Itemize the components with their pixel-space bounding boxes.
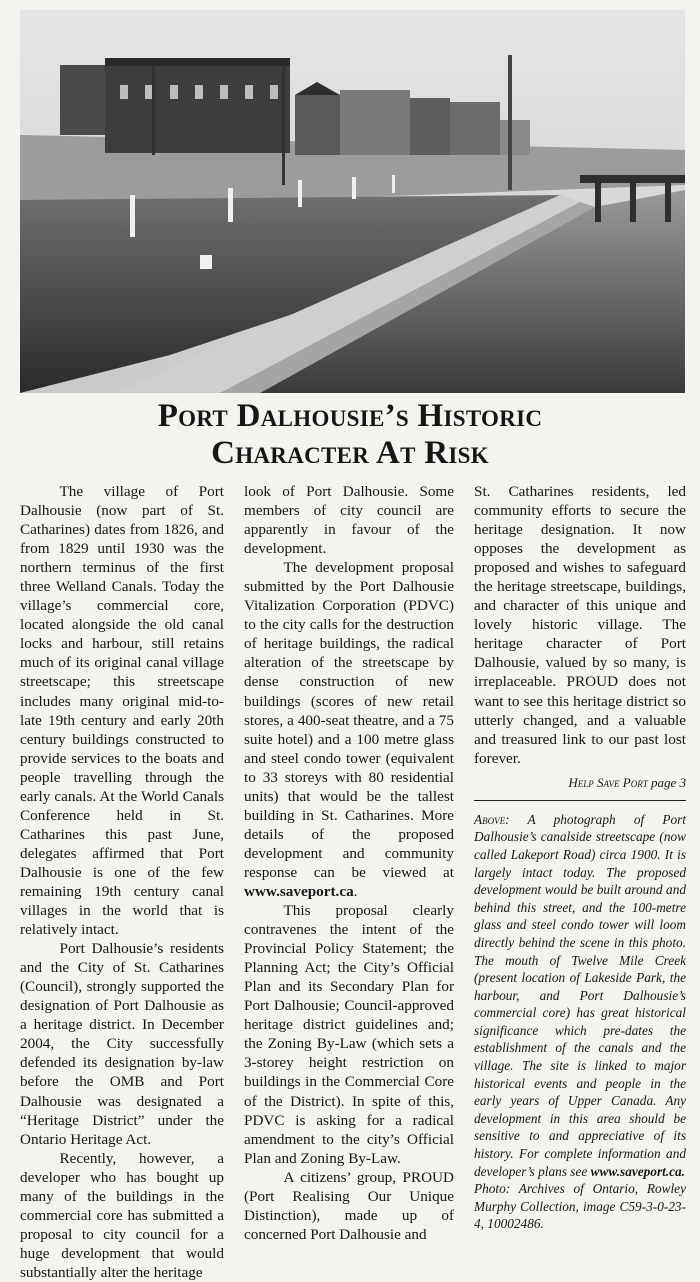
jump-page: page 3: [650, 774, 686, 790]
article-headline: [0, 398, 700, 472]
article-paragraph: St. Catharines residents, led community efforts to secure the heritage designation. It now opposes the development as proposed and wishes to safeguard the heritage streetscape, buildings, and character of this unique and lovely historic village. The heritage character of Port Dalhousie, valued by so many, is irreplaceable. PROUD does not want to see this heritage district so utterly changed, and a valuable and treasured link to our past lost forever.: [474, 483, 686, 767]
continued-on-reference[interactable]: [474, 773, 686, 792]
article-column-2: [244, 482, 454, 1244]
caption-link[interactable]: www.saveport.ca.: [590, 1163, 686, 1179]
article-paragraph: look of Port Dalhousie. Some members of city council are apparently in favour of the development.: [244, 483, 454, 558]
historic-streetscape-photo: [20, 10, 685, 393]
article-column-1: [20, 482, 224, 1282]
article-paragraph: This proposal clearly contravenes the intent of the Provincial Policy Statement; the Planning Act; the City’s Official Plan and its Secondary Plan for Port Dalhousie; Council-approved heritage district guidelines and; the Zoning By-Law (which sets a 3-storey height restriction on buildings in the Commercial Core of the District). In spite of this, PDVC is asking for a radical amendment to the city’s Official Plan and Zoning By-Law.: [244, 902, 454, 1167]
headline-line-1: Port Dalhousie’s Historic: [157, 398, 543, 434]
caption-label: Above:: [474, 811, 510, 827]
headline-line-2: Character At Risk: [211, 435, 489, 471]
article-column-3: [474, 482, 686, 1233]
article-paragraph: Port Dalhousie’s residents and the City of St. Catharines (Council), strongly supported the designation of Port Dalhousie as a heritage district. In December 2004, the City successfully defended its designation by-law before the OMB and Port Dalhousie was designated a “Heritage District” under the Ontario Heritage Act.: [20, 940, 224, 1148]
photo-credit: Photo: Archives of Ontario, Rowley Murphy Collection, image C59-3-0-23-4, 10002486.: [474, 1181, 686, 1232]
caption-divider: [474, 800, 686, 801]
photo-caption: [474, 811, 686, 1180]
article-paragraph: The development proposal submitted by the Port Dalhousie Vitalization Corporation (PDVC) to the city calls for the destruction of heritage buildings, the radical alteration of the streetscape by dense construction of new buildings (scores of new retail stores, a 400-seat theatre, and a 75 suite hotel) and a 100 metre glass and steel condo tower (equivalent to 33 storeys with 80 residential units) that would be the tallest building in St. Catharines. More details of the proposed development and community response can be viewed at www.saveport.ca.: [244, 559, 454, 900]
article-paragraph: A citizens’ group, PROUD (Port Realising Our Unique Distinction), made up of concerned Port Dalhousie and: [244, 1168, 454, 1243]
jump-label: Help Save Port: [568, 774, 648, 790]
article-paragraph: Recently, however, a developer who has bought up many of the buildings in the commercial core has submitted a proposal to city council for a huge development that would substantially alter the heritage: [20, 1149, 224, 1281]
caption-text: A photograph of Port Dalhousie’s canalside streetscape (now called Lakeport Road) circa 1900. It is largely intact today. The proposed development would be built around and behind this street, and the 100-metre glass and steel condo tower will loom directly behind the scene in this photo. The mouth of Twelve Mile Creek (present location of Lakeside Park, the harbour, and Port Dalhousie’s commercial core) has great historical significance which pre-dates the establishment of the canals and the village. The site is linked to major historical events and people in the early years of Upper Canada. Any development in this area should be sensitive to and appreciative of its history. For complete information and developer’s plans see: [474, 811, 686, 1179]
article-paragraph: The village of Port Dalhousie (now part of St. Catharines) dates from 1826, and from 1829 until 1930 was the northern terminus of the first three Welland Canals. Today the village’s commercial core, located alongside the old canal locks and harbour, still retains much of its original canal village streetscape; this streetscape includes many original mid-to-late 19th century and early 20th century buildings constructed to provide services to the boats and people travelling through the early canals. At the World Canals Conference held in St. Catharines this past June, delegates affirmed that Port Dalhousie is one of the few remaining 19th century canal villages in the world that is relatively intact.: [20, 483, 224, 939]
website-link[interactable]: www.saveport.ca: [244, 882, 354, 900]
article-text: The development proposal submitted by the Port Dalhousie Vitalization Corporation (PDVC) to the city calls for the destruction of heritage buildings, the radical alteration of the streetscape by dense construction of new buildings (scores of new retail stores, a 400-seat theatre, and a 75 suite hotel) and a 100 metre glass and steel condo tower (equivalent to 33 storeys with 80 residential units) that would be the tallest building in St. Catharines. More details of the proposed development and community response can be viewed at: [244, 559, 454, 881]
